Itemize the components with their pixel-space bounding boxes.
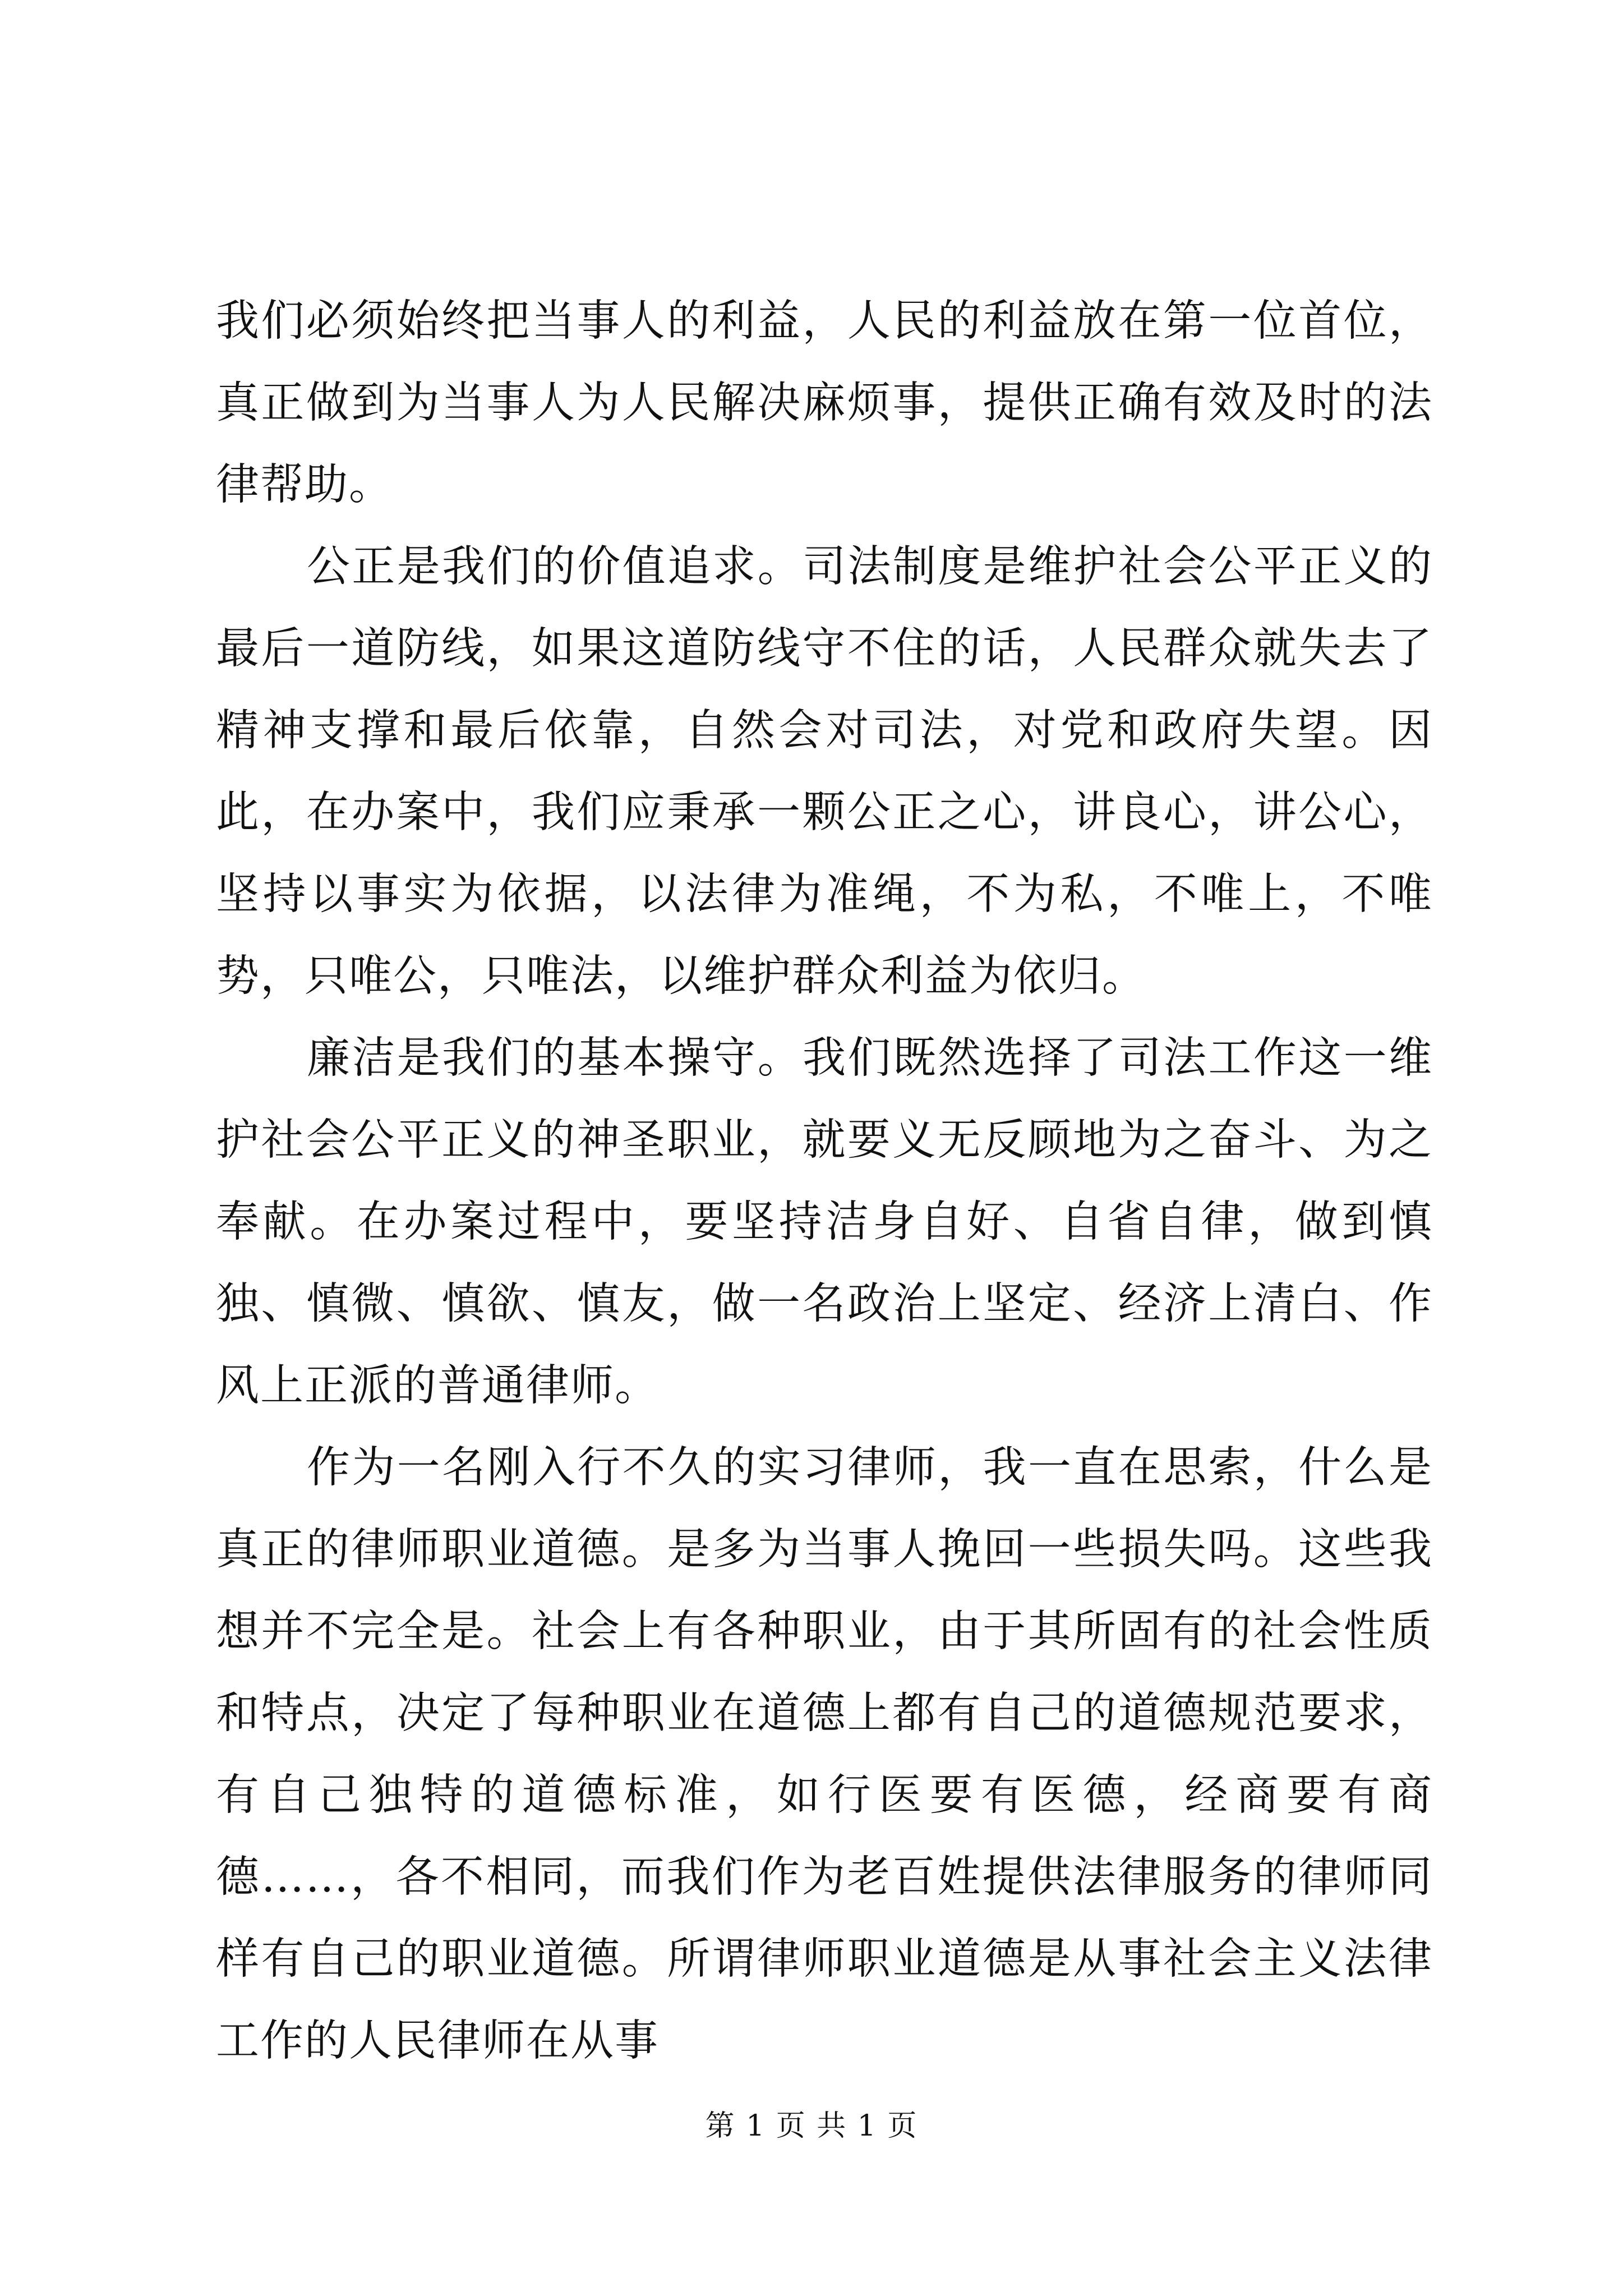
paragraph-3: 廉洁是我们的基本操守。我们既然选择了司法工作这一维护社会公平正义的神圣职业，就要义无反顾地为之奋斗、为之奉献。在办案过程中，要坚持洁身自好、自省自律，做到慎独、慎微、慎欲、慎友，做一名政治上坚定、经济上清白、作风上正派的普通律师。 bbox=[216, 1033, 1433, 1411]
paragraph-1: 我们必须始终把当事人的利益，人民的利益放在第一位首位，真正做到为当事人为人民解决麻烦事，提供正确有效及时的法律帮助。 bbox=[216, 296, 1433, 510]
paragraph-2: 公正是我们的价值追求。司法制度是维护社会公平正义的最后一道防线，如果这道防线守不住的话，人民群众就失去了精神支撑和最后依靠，自然会对司法，对党和政府失望。因此，在办案中，我们应秉承一颗公正之心，讲良心，讲公心，坚持以事实为依据，以法律为准绳，不为私，不唯上，不唯势，只唯公，只唯法，以维护群众利益为依归。 bbox=[216, 542, 1433, 1001]
page-footer: 第 1 页 共 1 页 bbox=[705, 2109, 918, 2143]
document-body bbox=[216, 280, 1433, 2082]
paragraph-4: 作为一名刚入行不久的实习律师，我一直在思索，什么是真正的律师职业道德。是多为当事人挽回一些损失吗。这些我想并不完全是。社会上有各种职业，由于其所固有的社会性质和特点，决定了每种职业在道德上都有自己的道德规范要求，有自己独特的道德标准，如行医要有医德，经商要有商德……，各不相同，而我们作为老百姓提供法律服务的律师同样有自己的职业道德。所谓律师职业道德是从事社会主义法律工作的人民律师在从事 bbox=[216, 1443, 1433, 2066]
